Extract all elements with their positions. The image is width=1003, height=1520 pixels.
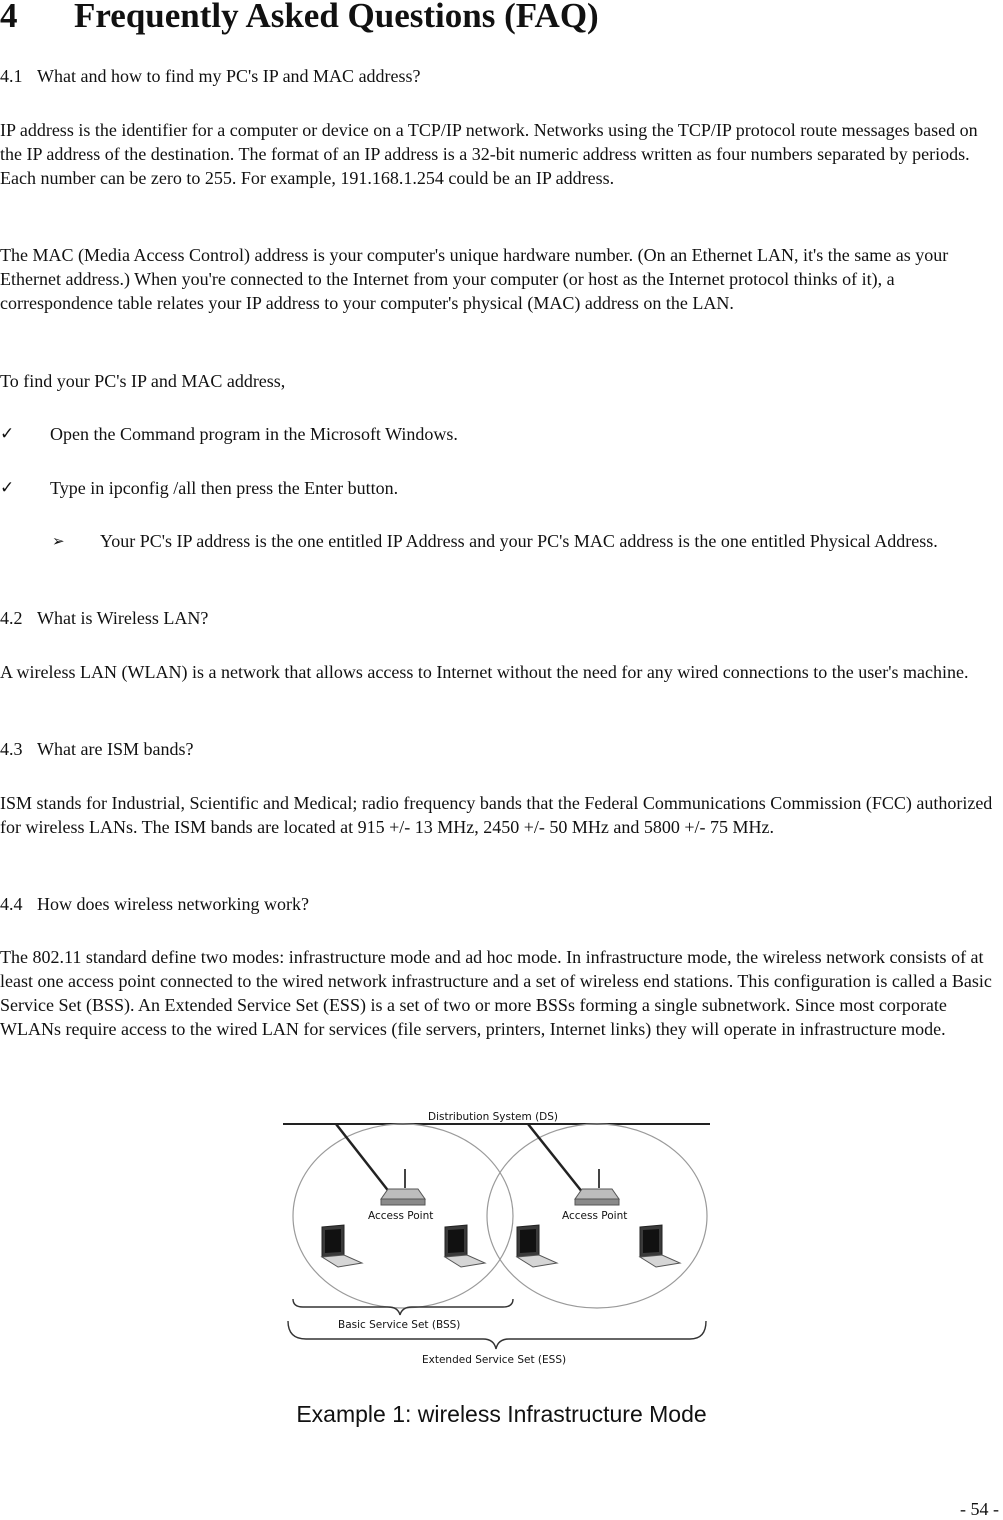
access-point-label-right: Access Point <box>562 1210 628 1222</box>
faq-question-4-1: 4.1 What and how to find my PC's IP and MAC address? <box>0 66 421 86</box>
faq-question-4-2: 4.2 What is Wireless LAN? <box>0 608 209 628</box>
ap-cable-right <box>528 1124 583 1193</box>
note-item: ➢ Your PC's IP address is the one entitled IP Address and your PC's MAC address is the one entitled Physical Address. <box>52 531 938 551</box>
chapter-number: 4 <box>0 0 18 35</box>
faq-4-1-paragraph-mac: The MAC (Media Access Control) address is your computer's unique hardware number. (On an Ethernet LAN, it's the same as your Ethernet address.) When you're connected to the Internet from your computer (or host as the Internet protocol thinks of it), a correspondence table relates your IP address to your computer's physical (MAC) address on the LAN. <box>0 245 949 313</box>
faq-4-3-paragraph: ISM stands for Industrial, Scientific and Medical; radio frequency bands that the Federal Communications Commission (FCC) authorized for wireless LANs. The ISM bands are located at 915 +/- 13 MHz, 2450 +/- 50 MHz and 5800 +/- 75 MHz. <box>0 793 993 837</box>
ap-cable-left <box>336 1124 390 1193</box>
chapter-title-text: Frequently Asked Questions (FAQ) <box>74 0 599 35</box>
document-page: 4 Frequently Asked Questions (FAQ) 4.1 What and how to find my PC's IP and MAC address? IP address is the identifier for a computer or device on a TCP/IP network. Networks using the TCP/IP protocol route messages based on the IP address of the destination. The format of an IP address is a 32-bit numeric address written as four numbers separated by periods. Each number can be zero to 255. For example, 191.168.1.254 could be an IP address. The MAC (Media Access Control) address is your computer's unique hardware number. (On an Ethernet LAN, it's the same as your Ethernet address.) When you're connected to the Internet from your computer (or host as the Internet protocol thinks of it), a correspondence table relates your IP address to your computer's physical (MAC) address on the LAN. To find your PC's IP and MAC address, ✓ Open the Command program in the Microsoft Windows. ✓ Type in ipconfig /all then press the Enter button. ➢ Your PC's IP address is the one entitled IP Address and your PC's MAC address is the one entitled Physical Address. 4.2 What is Wireless LAN? A wireless LAN (WLAN) is a network that allows access to Internet without the need for any wired connections to the user's machine. 4.3 What are ISM bands? ISM stands for Industrial, Scientific and Medical; radio frequency bands that the Federal Communications Commission (FCC) authorized for wireless LANs. The ISM bands are located at 915 +/- 13 MHz, 2450 +/- 50 MHz and 5800 +/- 75 MHz. 4.4 How does wireless networking work? The 802.11 standard define two modes: infrastructure mode and ad hoc mode. In infrastructure mode, the wireless network consists of at least one access point connected to the wired network infrastructure and a set of wireless end stations. This configuration is called a Basic Service Set (BSS). An Extended Service Set (ESS) is a set of two or more BSSs forming a single subnetwork. Since most corporate WLANs require access to the wired LAN for services (file servers, printers, Internet links) they will operate in infrastructure mode. Distribution System (DS) Access Point Access Point Basic Service Set (BSS) Extended Service Set (ESS) Example 1: wireless Infrastructure Mode - 54 - <box>0 0 1003 1518</box>
faq-4-1-paragraph-find: To find your PC's IP and MAC address, <box>0 371 286 391</box>
bss-brace <box>293 1299 513 1315</box>
checkmark-icon: ✓ <box>0 478 15 498</box>
chapter-title <box>0 0 599 38</box>
laptop-icon <box>517 1225 557 1267</box>
figure-caption: Example 1: wireless Infrastructure Mode <box>296 1401 707 1427</box>
faq-4-1-paragraph-ip: IP address is the identifier for a computer or device on a TCP/IP network. Networks using the TCP/IP protocol route messages based on the IP address of the destination. The format of an IP address is a 32-bit numeric address written as four numbers separated by periods. Each number can be zero to 255. For example, 191.168.1.254 could be an IP address. <box>0 120 978 188</box>
access-point-icon <box>381 1169 425 1205</box>
checkmark-icon: ✓ <box>0 424 15 444</box>
laptop-icon <box>322 1225 362 1267</box>
page-number: - 54 - <box>960 1499 999 1519</box>
diagram-svg <box>278 1103 718 1373</box>
infrastructure-mode-diagram <box>278 1103 718 1373</box>
ds-label: Distribution System (DS) <box>428 1111 559 1123</box>
bss-label: Basic Service Set (BSS) <box>338 1319 461 1331</box>
faq-4-2-paragraph: A wireless LAN (WLAN) is a network that allows access to Internet without the need for any wired connections to the user's machine. <box>0 662 969 682</box>
ess-label: Extended Service Set (ESS) <box>422 1354 567 1366</box>
faq-question-4-3: 4.3 What are ISM bands? <box>0 739 194 759</box>
access-point-icon <box>575 1169 619 1205</box>
laptop-icon <box>640 1225 680 1267</box>
faq-4-4-paragraph: The 802.11 standard define two modes: infrastructure mode and ad hoc mode. In infrastructure mode, the wireless network consists of at least one access point connected to the wired network infrastructure and a set of wireless end stations. This configuration is called a Basic Service Set (BSS). An Extended Service Set (ESS) is a set of two or more BSSs forming a single subnetwork. Since most corporate WLANs require access to the wired LAN for services (file servers, printers, Internet links) they will operate in infrastructure mode. <box>0 947 992 1039</box>
access-point-label-left: Access Point <box>368 1210 434 1222</box>
arrowhead-icon: ➢ <box>52 532 65 550</box>
laptop-icon <box>445 1225 485 1267</box>
faq-question-4-4: 4.4 How does wireless networking work? <box>0 894 309 914</box>
